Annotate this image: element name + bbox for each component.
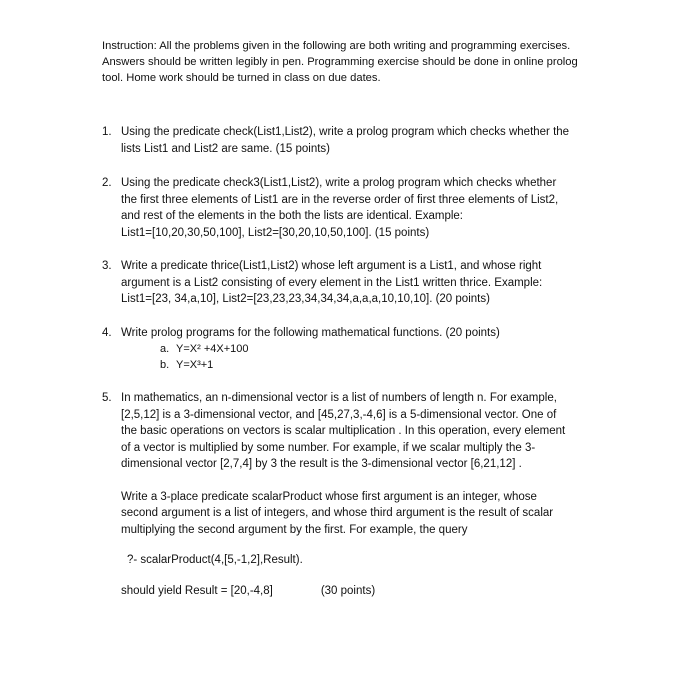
problem-line: and rest of the elements in the both the lists are identical. Example:	[121, 210, 463, 222]
problem-number: 4.	[102, 326, 112, 339]
instruction-paragraph	[102, 38, 602, 86]
problem-line: [2,5,12] is a 3-dimensional vector, and [45,27,3,-4,6] is a 5-dimensional vector. One of	[121, 408, 557, 421]
problem-4	[102, 325, 622, 374]
problem-number: 1.	[102, 126, 112, 138]
problem-number: 3.	[102, 260, 112, 272]
sub-item-letter: b.	[160, 359, 170, 371]
problem-line: argument is a List2 consisting of every element in the List1 written thrice. Example:	[121, 276, 543, 289]
problem-list	[102, 124, 622, 599]
sub-item-b	[160, 357, 622, 373]
problem-line: Using the predicate check(List1,List2), write a prolog program which checks whether the	[121, 126, 570, 138]
sub-item-letter: a.	[160, 343, 170, 355]
sub-item-a	[160, 341, 622, 357]
problem-line: Write prolog programs for the following mathematical functions. (20 points)	[121, 326, 500, 339]
instruction-line: tool. Home work should be turned in class on due dates.	[102, 72, 381, 84]
sub-item-text: Y=X³+1	[176, 359, 214, 371]
problem-line: the basic operations on vectors is scalar multiplication . In this operation, every element	[121, 425, 566, 437]
result-line	[121, 583, 622, 600]
problem-number: 2.	[102, 177, 112, 189]
problem-line: Using the predicate check3(List1,List2), write a prolog program which checks whether	[121, 177, 557, 189]
instruction-line: Instruction: All the problems given in the following are both writing and programming exercises.	[102, 40, 571, 52]
problem-line: Write a 3-place predicate scalarProduct whose first argument is an integer, whose	[121, 490, 537, 503]
problem-line: dimensional vector [2,7,4] by 3 the result is the 3-dimensional vector [6,21,12] .	[121, 458, 522, 470]
problem-line: multiplying the second argument by the first. For example, the query	[121, 523, 468, 536]
query-example: ?- scalarProduct(4,[5,-1,2],Result).	[127, 554, 303, 566]
problem-3	[102, 258, 622, 308]
problem-line: of a vector is multiplied by some number. For example, if we scalar multiply the 3-	[121, 441, 536, 454]
instruction-line: Answers should be written legibly in pen. Programming exercise should be done in online prolog	[102, 56, 578, 68]
problem-line: Write a predicate thrice(List1,List2) whose left argument is a List1, and whose right	[121, 260, 542, 272]
problem-5	[102, 390, 622, 599]
sub-item-text: Y=X² +4X+100	[176, 343, 249, 355]
points-label: (30 points)	[320, 584, 376, 597]
problem-line: List1=[10,20,30,50,100], List2=[30,20,10,50,100]. (15 points)	[121, 226, 430, 239]
result-text: should yield Result = [20,-4,8]	[121, 584, 273, 597]
problem-line: List1=[23, 34,a,10], List2=[23,23,23,34,34,34,a,a,a,10,10,10]. (20 points)	[121, 293, 490, 305]
problem-line: In mathematics, an n-dimensional vector is a list of numbers of length n. For example,	[121, 392, 557, 404]
problem-number: 5.	[102, 392, 112, 404]
problem-line: second argument is a list of integers, and whose third argument is the result of scalar	[121, 507, 554, 519]
problem-2	[102, 175, 622, 241]
problem-line: lists List1 and List2 are same. (15 points)	[121, 142, 331, 155]
problem-line: the first three elements of List1 are in the reverse order of first three elements of List2,	[121, 193, 559, 206]
problem-1	[102, 124, 622, 157]
